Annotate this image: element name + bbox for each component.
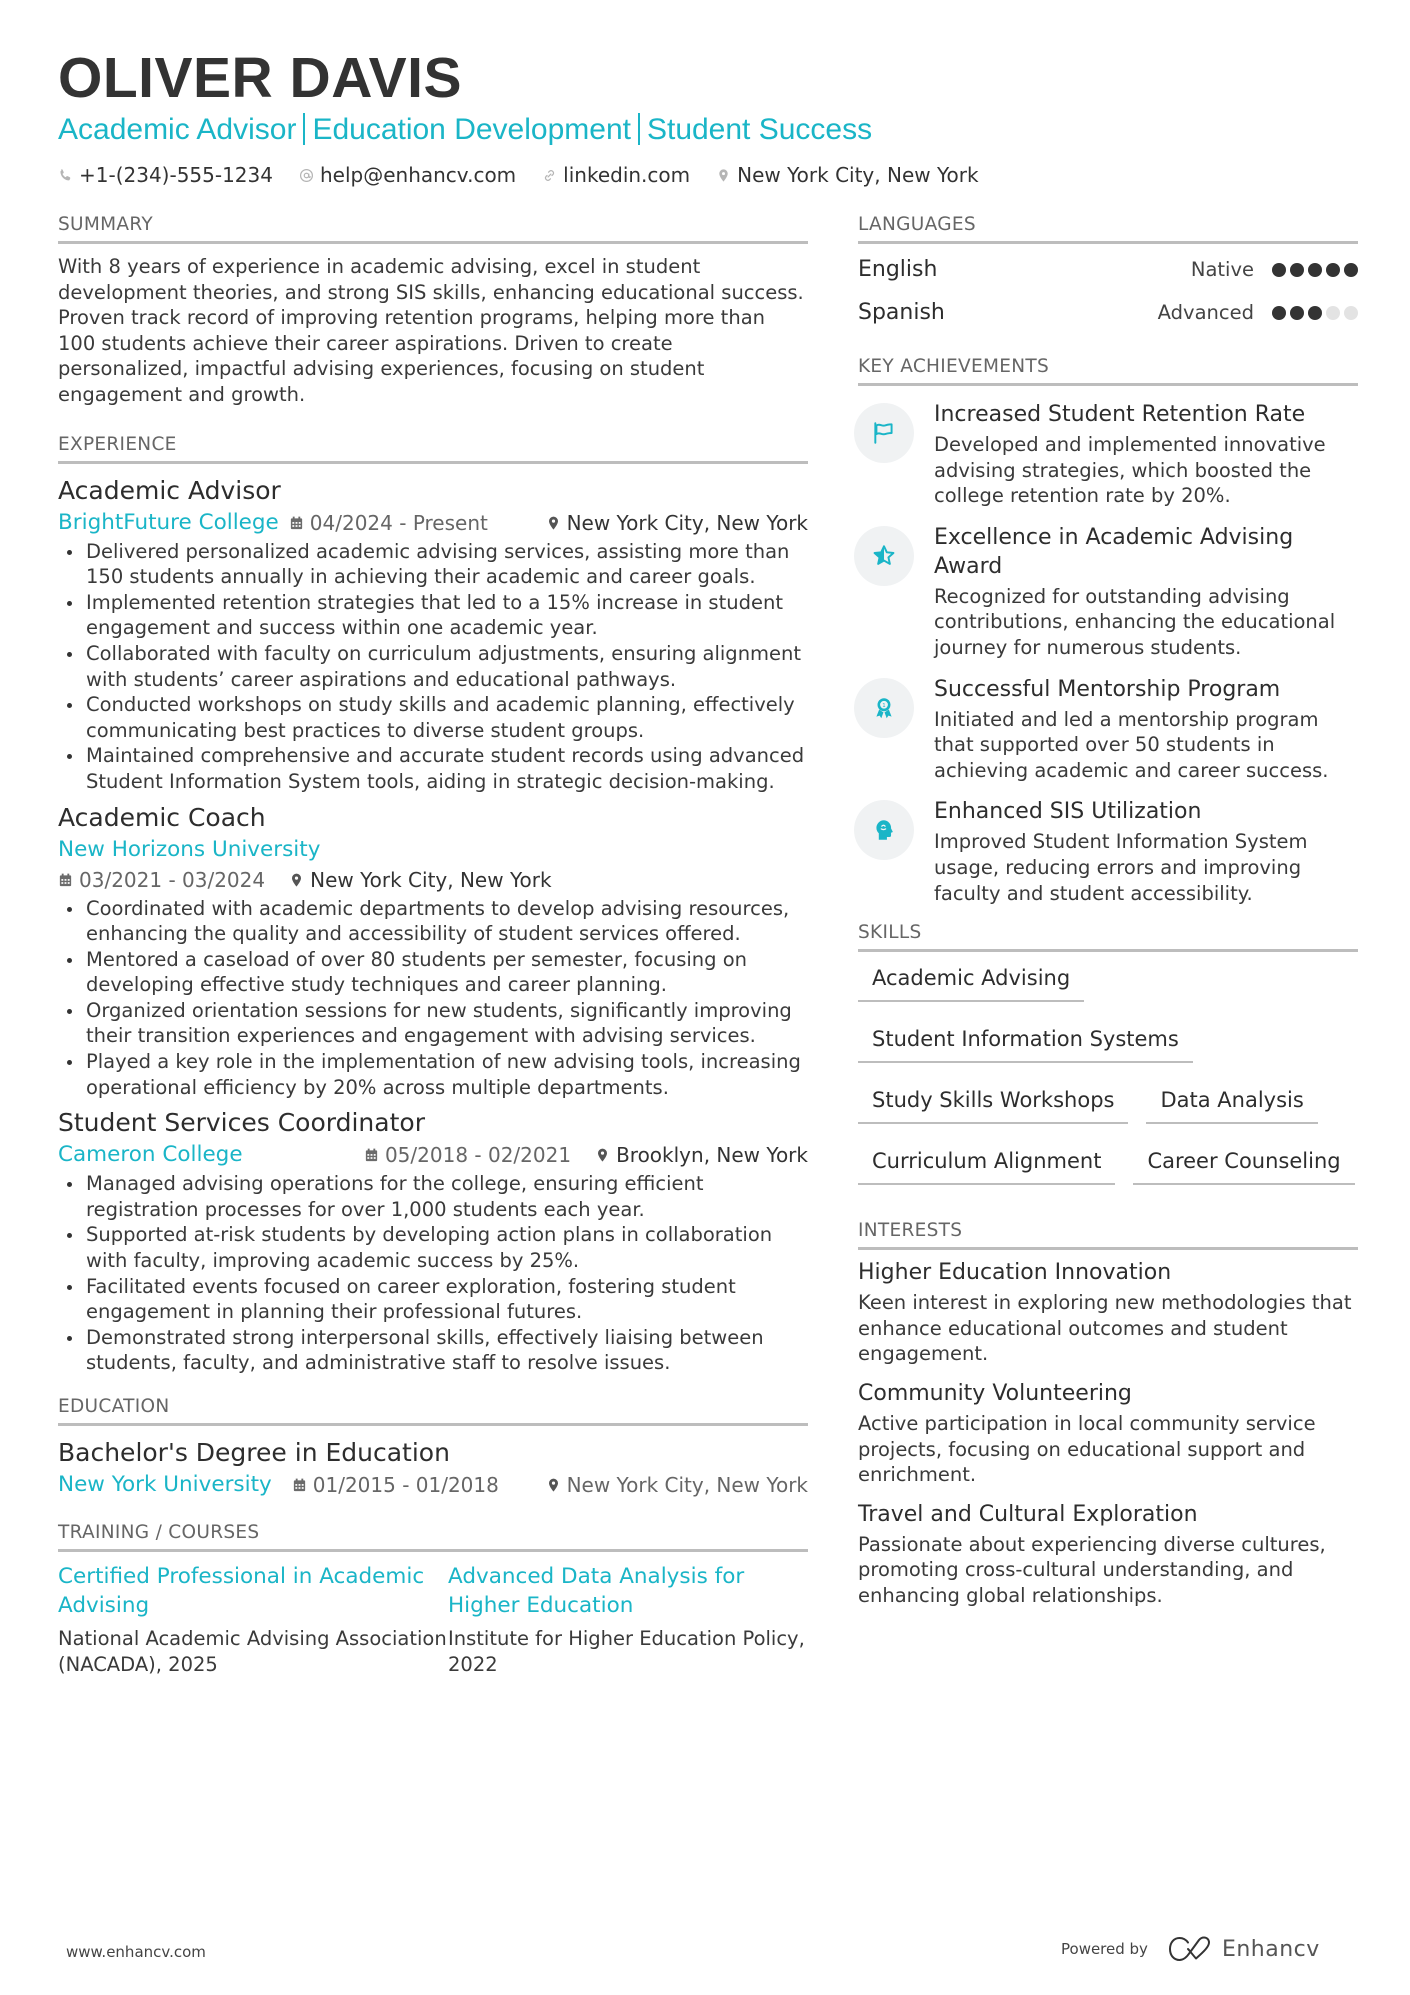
interest-item [858,1258,1358,1367]
job-title: Academic Advisor [58,475,281,505]
subtitle-part: Education Development [312,113,631,146]
achievement-desc: Initiated and led a mentorship program that supported over 50 students in achieving academic and career success. [934,707,1329,782]
phone-icon [58,168,73,183]
experience-section [58,434,808,1376]
achievement-title: Successful Mentorship Program [934,676,1281,702]
company-name: BrightFuture College [58,509,279,535]
skills-section [858,922,1358,1200]
achievement-body [934,797,1358,906]
summary-text: With 8 years of experience in academic advising, excel in student development theories, and strong SIS skills, enhancing educational success. Proven track record of improving retention programs, helping more than 100 students achieve their career aspirations. Driven to create personalized, impactful advising experiences, focusing on student engagement and growth. [58,255,804,406]
dot-filled [1290,306,1304,320]
location-pin-icon [595,1147,610,1163]
achievement-item [858,523,1358,661]
job-meta [58,1140,808,1170]
footer-website[interactable]: www.enhancv.com [66,1943,206,1961]
dot-empty [1326,306,1340,320]
job-entry [58,801,808,1101]
interest-desc: Keen interest in exploring new methodologies that enhance educational outcomes and student engagement. [858,1291,1352,1366]
right-column [858,214,1358,1620]
job-dates [289,508,488,538]
job-bullet: Implemented retention strategies that led to a 15% increase in student engagement and success within one academic year. [58,590,808,641]
section-title: KEY ACHIEVEMENTS [858,356,1358,386]
website-text: linkedin.com [563,163,691,187]
interest-desc: Active participation in local community service projects, focusing on educational support and enrichment. [858,1411,1316,1487]
calendar-icon [58,872,73,888]
calendar-icon [292,1477,307,1493]
language-name: English [858,257,938,282]
job-location-text: New York City, New York [310,867,552,892]
course-provider: National Academic Advising Association (NACADA), 2025 [58,1627,447,1676]
job-bullets [58,1171,808,1376]
star-icon [854,526,914,586]
dot-filled [1272,263,1286,277]
job-location-text: New York City, New York [566,510,808,535]
job-dates [364,1140,571,1170]
education-section [58,1396,808,1500]
education-location [546,1470,808,1500]
job-bullet: Delivered personalized academic advising services, assisting more than 150 students annually in achieving their academic and career goals. [58,539,808,590]
contact-bar [58,163,1358,187]
summary-section [58,214,808,408]
company-name: New Horizons University [58,836,321,862]
link-icon [542,168,557,183]
school-name: New York University [58,1472,272,1497]
achievement-body [934,400,1358,509]
job-bullet: Coordinated with academic departments to develop advising resources, enhancing the quality and accessibility of student services offered. [58,896,808,947]
section-title: INTERESTS [858,1220,1358,1250]
job-bullet: Conducted workshops on study skills and academic planning, effectively communicating best practices to diverse student groups. [58,692,808,743]
language-row [858,248,1358,291]
company-name: Cameron College [58,1142,243,1168]
dot-filled [1308,306,1322,320]
dot-empty [1344,306,1358,320]
location-pin-icon [546,515,561,531]
education-location-text: New York City, New York [566,1473,808,1497]
job-title: Student Services Coordinator [58,1108,425,1138]
course-entry [58,1562,448,1677]
powered-by-label: Powered by [1061,1940,1148,1958]
interest-item [858,1500,1358,1609]
course-list [58,1562,808,1677]
job-bullet: Managed advising operations for the college, ensuring efficient registration processes for over 1,000 students each year. [58,1171,808,1222]
skill-tag: Academic Advising [858,956,1084,1002]
achievement-desc: Improved Student Information System usage, reducing errors and improving faculty and student accessibility. [934,830,1308,905]
achievement-title: Increased Student Retention Rate [934,402,1306,427]
job-title: Academic Coach [58,802,266,832]
achievement-desc: Recognized for outstanding advising contributions, enhancing the educational journey for numerous students. [934,584,1336,659]
section-title: EDUCATION [58,1396,808,1426]
course-title: Advanced Data Analysis for Higher Education [448,1564,745,1618]
skill-list [858,956,1358,1200]
education-entry [58,1436,808,1500]
achievement-title: Excellence in Academic Advising Award [934,524,1294,579]
education-dates [292,1470,499,1500]
dot-filled [1272,306,1286,320]
subtitle-separator [303,113,305,145]
job-bullet: Collaborated with faculty on curriculum adjustments, ensuring alignment with students’ career aspirations and educational pathways. [58,641,808,692]
footer-branding [1061,1936,1320,1962]
location-pin-icon [289,872,304,888]
job-bullet: Demonstrated strong interpersonal skills, effectively liaising between students, faculty, and administrative staff to resolve issues. [58,1325,808,1376]
job-meta [58,865,808,895]
location-text: New York City, New York [737,163,979,187]
section-title: LANGUAGES [858,214,1358,244]
skill-tag: Data Analysis [1146,1078,1317,1124]
job-dates-text: 03/2021 - 03/2024 [79,867,266,892]
job-company-row [58,835,808,865]
job-dates-text: 04/2024 - Present [309,510,488,535]
interests-section [858,1220,1358,1608]
achievements-section [858,356,1358,906]
job-entry [58,1106,808,1376]
skill-tag: Study Skills Workshops [858,1078,1128,1124]
resume-header [58,48,1358,187]
job-location [546,508,808,538]
location-pin-icon [546,1477,561,1493]
job-bullet: Mentored a caseload of over 80 students per semester, focusing on developing effective study techniques and career planning. [58,947,808,998]
phone-text: +1-(234)-555-1234 [79,163,273,187]
head-brain-icon [854,800,914,860]
course-title: Certified Professional in Academic Advising [58,1564,425,1618]
contact-location [716,163,978,187]
language-name: Spanish [858,300,945,325]
brand-name: Enhancv [1221,1936,1320,1962]
languages-section [858,214,1358,334]
job-meta [58,508,808,538]
section-title: SKILLS [858,922,1358,952]
candidate-subtitle [58,111,1358,149]
job-location [289,865,551,895]
section-title: TRAINING / COURSES [58,1522,808,1552]
interest-title: Higher Education Innovation [858,1260,1172,1286]
training-section [58,1522,808,1677]
achievement-item [858,797,1358,906]
proficiency-dots [1272,263,1358,277]
job-bullet: Facilitated events focused on career exploration, fostering student engagement in planning their professional futures. [58,1274,808,1325]
section-title: EXPERIENCE [58,434,808,464]
achievement-title: Enhanced SIS Utilization [934,799,1202,825]
dot-filled [1290,263,1304,277]
course-entry [448,1562,808,1677]
svg-text:1: 1 [882,702,886,709]
dot-filled [1344,263,1358,277]
contact-phone[interactable] [58,163,273,187]
degree-title: Bachelor's Degree in Education [58,1438,450,1467]
job-bullets [58,539,808,795]
skill-tag: Curriculum Alignment [858,1139,1115,1185]
medal-icon [854,678,914,738]
flag-icon [854,403,914,463]
course-provider: Institute for Higher Education Policy, 2022 [448,1627,805,1676]
achievement-body [934,523,1358,661]
calendar-icon [364,1147,379,1163]
job-dates [58,865,265,895]
interest-item [858,1379,1358,1488]
contact-website[interactable] [542,163,690,187]
language-row [858,291,1358,334]
section-title: SUMMARY [58,214,808,244]
job-location [595,1140,808,1170]
achievement-item [858,400,1358,509]
skill-tag: Career Counseling [1133,1139,1354,1185]
job-entry [58,474,808,795]
dot-filled [1308,263,1322,277]
contact-email[interactable] [299,163,516,187]
language-level: Native [1190,258,1254,281]
interest-title: Travel and Cultural Exploration [858,1501,1198,1527]
location-pin-icon [716,168,731,183]
enhancv-logo-icon [1168,1936,1214,1962]
achievement-item [858,675,1358,784]
interest-title: Community Volunteering [858,1380,1132,1406]
job-bullet: Organized orientation sessions for new students, significantly improving their transition experiences and engagement with advising services. [58,998,808,1049]
email-text: help@enhancv.com [319,163,517,187]
at-icon [299,168,314,183]
calendar-icon [289,515,304,531]
job-bullet: Supported at-risk students by developing action plans in collaboration with faculty, improving academic success by 25%. [58,1222,808,1273]
subtitle-separator [638,113,640,145]
job-bullet: Maintained comprehensive and accurate student records using advanced Student Information System tools, aiding in strategic decision-making. [58,743,808,794]
job-bullet: Played a key role in the implementation of new advising tools, increasing operational efficiency by 20% across multiple departments. [58,1049,808,1100]
achievement-desc: Developed and implemented innovative advising strategies, which boosted the college retention rate by 20%. [934,433,1326,508]
education-meta [58,1470,808,1500]
dot-filled [1326,263,1340,277]
subtitle-part: Student Success [646,113,873,146]
achievement-body [934,675,1358,784]
candidate-name: OLIVER DAVIS [58,46,462,110]
subtitle-part: Academic Advisor [58,113,297,146]
education-dates-text: 01/2015 - 01/2018 [312,1473,499,1497]
job-location-text: Brooklyn, New York [616,1143,808,1168]
interest-desc: Passionate about experiencing diverse cultures, promoting cross-cultural understanding, and enhancing global relationships. [858,1532,1326,1607]
left-column [58,214,808,1677]
skill-tag: Student Information Systems [858,1017,1193,1063]
language-level: Advanced [1157,301,1254,324]
job-dates-text: 05/2018 - 02/2021 [384,1143,572,1168]
brand-logo[interactable] [1168,1936,1320,1962]
proficiency-dots [1272,306,1358,320]
job-bullets [58,896,808,1101]
